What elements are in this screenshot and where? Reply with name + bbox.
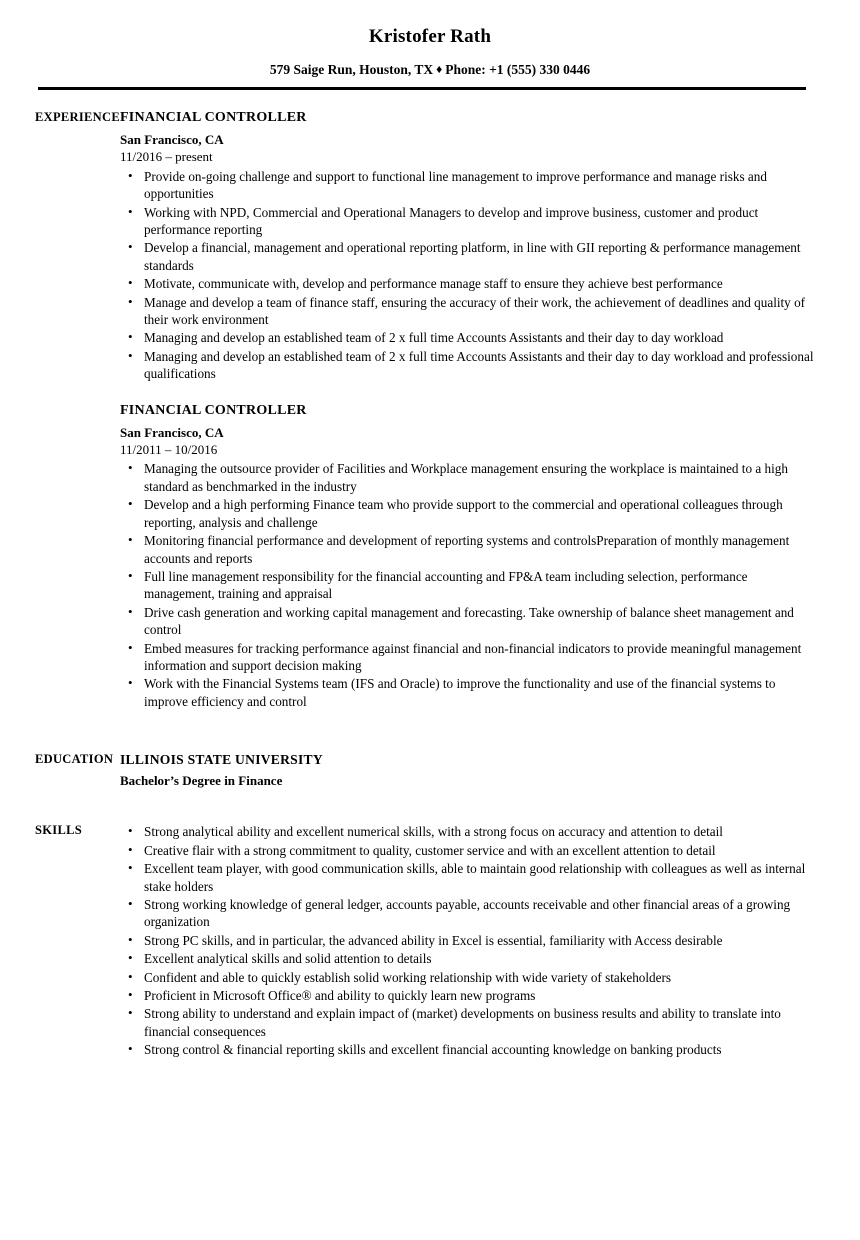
experience-entry [120,402,818,711]
job-location: San Francisco, CA [120,424,224,440]
job-dates: 11/2011 – 10/2016 [120,442,218,458]
education-content [120,751,860,789]
job-bullet-list [120,460,818,710]
skill-bullet: • Strong working knowledge of general ledger, accounts payable, accounts receivable and other financial areas of a growing organization [120,896,818,931]
job-title: FINANCIAL CONTROLLER [120,109,307,125]
job-bullet: • Drive cash generation and working capital management and forecasting. Take ownership of balance sheet management and control [120,604,818,639]
skill-bullet: • Strong PC skills, and in particular, the advanced ability in Excel is essential, familiarity with Access desirable [120,932,818,949]
candidate-name: Kristofer Rath [368,26,492,47]
header-divider [38,87,806,90]
skill-bullet: • Strong ability to understand and explain impact of (market) developments on business results and ability to translate into financial consequences [120,1005,818,1040]
candidate-address: 579 Saige Run, Houston, TX [269,61,434,77]
job-bullet: • Monitoring financial performance and development of reporting systems and controlsPreparation of monthly management accounts and reports [120,532,818,567]
job-dates: 11/2016 – present [120,149,213,165]
job-bullet: • Working with NPD, Commercial and Operational Managers to develop and improve business, customer and product performance reporting [120,204,818,239]
job-bullet: • Embed measures for tracking performance against financial and non-financial indicators to provide meaningful management information and support decision making [120,640,818,675]
job-title: FINANCIAL CONTROLLER [120,402,307,418]
education-school: ILLINOIS STATE UNIVERSITY [120,752,323,768]
skill-bullet: • Strong control & financial reporting skills and excellent financial accounting knowledge on banking products [120,1041,818,1058]
job-bullet: • Develop and a high performing Finance team who provide support to the commercial and operational colleagues through reporting, analysis and challenge [120,496,818,531]
skills-bullet-list [120,823,818,1058]
job-bullet: • Develop a financial, management and operational reporting platform, in line with GII reporting & performance management standards [120,239,818,274]
contact-line [0,62,860,78]
job-bullet: • Manage and develop a team of finance staff, ensuring the accuracy of their work, the achievement of deadlines and quality of their work environment [120,294,818,329]
skill-bullet: • Creative flair with a strong commitment to quality, customer service and with an excellent attention to detail [120,842,818,859]
experience-content [120,109,860,710]
skill-bullet: • Proficient in Microsoft Office® and ability to quickly learn new programs [120,987,818,1004]
section-experience [0,109,860,710]
section-label-education: EDUCATION [35,752,114,767]
job-bullet-list [120,168,818,383]
job-bullet: • Provide on-going challenge and support to functional line management to improve performance and manage risks and opportunities [120,168,818,203]
section-education [0,751,860,789]
candidate-phone: Phone: +1 (555) 330 0446 [445,61,591,77]
job-bullet: • Motivate, communicate with, develop and performance manage staff to ensure they achieve best performance [120,275,818,292]
skills-content [120,822,860,1058]
education-degree: Bachelor’s Degree in Finance [120,773,283,788]
job-bullet: • Managing and develop an established team of 2 x full time Accounts Assistants and their day to day workload [120,329,818,346]
skill-bullet: • Strong analytical ability and excellent numerical skills, with a strong focus on accuracy and attention to detail [120,823,818,840]
job-bullet: • Managing the outsource provider of Facilities and Workplace management ensuring the workplace is maintained to a high standard as benchmarked in the industry [120,460,818,495]
section-skills [0,822,860,1058]
job-bullet: • Full line management responsibility for the financial accounting and FP&A team including selection, performance management, training and appraisal [120,568,818,603]
section-label-skills: SKILLS [35,823,82,838]
skill-bullet: • Confident and able to quickly establish solid working relationship with wide variety of stakeholders [120,969,818,986]
skill-bullet: • Excellent analytical skills and solid attention to details [120,950,818,967]
section-label-experience: EXPERIENCE [35,109,120,124]
resume-header [0,0,860,78]
experience-entry [120,109,818,383]
job-bullet: • Work with the Financial Systems team (IFS and Oracle) to improve the functionality and use of the financial systems to improve efficiency and control [120,675,818,710]
skill-bullet: • Excellent team player, with good communication skills, able to maintain good relationship with colleagues as well as internal stake holders [120,860,818,895]
job-location: San Francisco, CA [120,132,224,148]
job-bullet: • Managing and develop an established team of 2 x full time Accounts Assistants and their day to day workload and professional qualifications [120,348,818,383]
diamond-separator-icon: ♦ [436,61,443,76]
